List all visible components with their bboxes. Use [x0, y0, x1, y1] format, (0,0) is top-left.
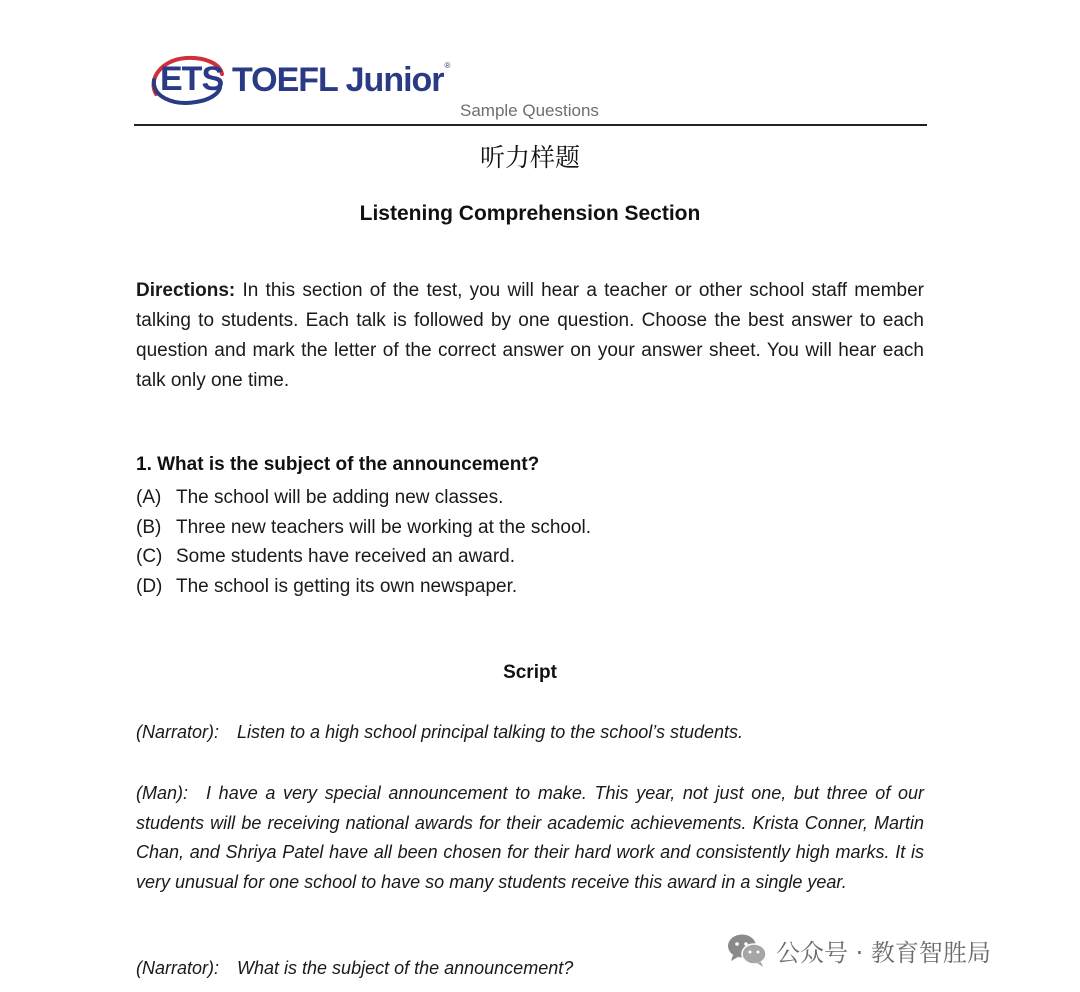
- speaker-label: (Narrator):: [136, 722, 220, 742]
- script-line-man: [136, 779, 924, 897]
- toefl-junior-logo-text: [232, 61, 449, 100]
- option-text: The school is getting its own newspaper.: [176, 575, 518, 597]
- directions-text: In this section of the test, you will hear a teacher or other school staff member talking to students. Each talk is followed by one question. Choose the best answer to each question and mark the letter of the correct answer on your answer sheet. You will hear each talk only one time.: [136, 280, 924, 391]
- directions-paragraph: [136, 276, 924, 396]
- option-letter: (C): [136, 546, 163, 567]
- answer-options: [136, 483, 916, 601]
- option-letter: (D): [136, 575, 163, 597]
- wechat-icon: [726, 932, 768, 968]
- option-c: [136, 542, 916, 572]
- script-text: I have a very special announcement to make. This year, not just one, but three of our students will be receiving national awards for their academic achievements. Krista Conner, Martin Chan, and Shriya Patel have all been chosen for their hard work and consistently high marks. It is very unusual for one school to have so many students receive this award in a single year.: [136, 783, 924, 892]
- ets-logo-mark: [146, 50, 226, 110]
- script-line-narrator-intro: [136, 720, 924, 744]
- script-heading: Script: [503, 662, 557, 683]
- option-text: Some students have received an award.: [176, 546, 516, 567]
- sample-questions-label: Sample Questions: [460, 101, 599, 120]
- option-a: [136, 483, 916, 513]
- chinese-title: 听力样题: [479, 143, 580, 172]
- question-stem: 1. What is the subject of the announcement?: [136, 454, 540, 475]
- directions-label: Directions:: [136, 280, 236, 301]
- ets-toefl-junior-logo: [146, 50, 449, 110]
- watermark-text: 公众号 · 教育智胜局: [776, 938, 991, 967]
- wechat-watermark: [726, 930, 997, 970]
- option-text: The school will be adding new classes.: [176, 487, 504, 508]
- ets-logo-text: ETS: [160, 60, 224, 98]
- option-d: [136, 572, 916, 602]
- logo-product-name: TOEFL Junior: [232, 60, 444, 99]
- option-letter: (B): [136, 516, 162, 538]
- speaker-label: (Narrator):: [136, 958, 220, 978]
- header-divider: [134, 124, 927, 126]
- script-text: What is the subject of the announcement?: [237, 958, 574, 978]
- section-title: Listening Comprehension Section: [359, 202, 701, 225]
- trademark-symbol: ®: [444, 60, 450, 70]
- option-letter: (A): [136, 487, 162, 508]
- speaker-label: (Man):: [136, 783, 189, 803]
- option-b: [136, 513, 916, 543]
- script-text: Listen to a high school principal talking to the school’s students.: [237, 722, 743, 742]
- option-text: Three new teachers will be working at the school.: [176, 516, 592, 538]
